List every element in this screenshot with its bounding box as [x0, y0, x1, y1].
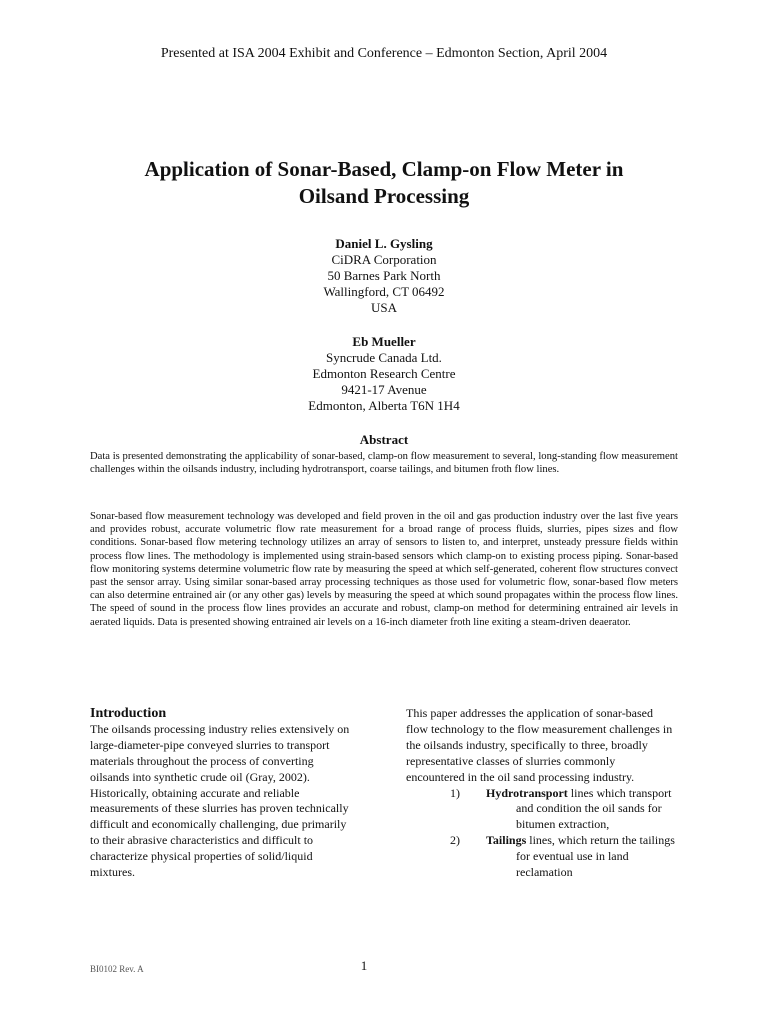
right-column [406, 706, 676, 881]
abstract-paragraph-2: Sonar-based flow measurement technology was developed and field proven in the oil and gas production industry over the last five years and provides robust, accurate volumetric flow rate measurement for a broad range of process fluids, slurries, pipes sizes and flow conditions. Sonar-based flow metering technology utilizes an array of sensors to listen to, and interpret, unsteady pressure fields within process flow lines. The methodology is implemented using strain-based sensors which clamp-on to existing process piping. Sonar-based flow monitoring systems determine volumetric flow rate by measuring the speed at which self-generated, coherent flow structures convect past the sensor array. Using similar sonar-based array processing techniques as those used for volumetric flow, sonar-based flow meters can also determine entrained air (or any other gas) levels by measuring the speed at which sound propagates within the process flow lines. The speed of sound in the process flow lines provides an accurate and robust, clamp-on method for determining entrained air levels in aerated liquids. Data is presented showing entrained air levels on a 16-inch diameter froth line exiting a steam-driven deaerator. [90, 511, 678, 628]
slurry-class-list [406, 786, 676, 881]
title-line-2: Oilsand Processing [298, 184, 470, 208]
page-number: 1 [360, 958, 368, 973]
author-affiliation-line: USA [370, 300, 397, 315]
author-affiliation-line: Wallingford, CT 06492 [323, 284, 445, 299]
list-item-number: 1) [450, 785, 460, 800]
list-item-text: lines, which return the tailings for eventual use in land reclamation [516, 833, 675, 880]
conference-header: Presented at ISA 2004 Exhibit and Conference – Edmonton Section, April 2004 [160, 46, 608, 61]
author-affiliation-line: Syncrude Canada Ltd. [326, 350, 442, 365]
list-item-term: Tailings [486, 833, 527, 848]
document-code: BI0102 Rev. A [90, 964, 144, 974]
right-column-intro: This paper addresses the application of sonar-based flow technology to the flow measurement challenges in the oilsands industry, specifically to three, broadly representative classes of slurries commonly encountered in the oil sand processing industry. [406, 706, 673, 784]
list-item [406, 786, 676, 834]
introduction-body: The oilsands processing industry relies extensively on large-diameter-pipe conveyed slurries to transport materials throughout the process of converting oilsands into synthetic crude oil (Gray, 2002). Historically, obtaining accurate and reliable measurements of these slurries has proven technically difficult and economically challenging, due primarily to their abrasive characteristics and difficult to characterize physical properties of solid/liquid mixtures. [90, 721, 350, 880]
author-affiliation-line: 9421-17 Avenue [341, 382, 427, 397]
list-item-text: lines which transport and condition the oil sands for bitumen extraction, [516, 785, 672, 832]
author-block-2 [0, 334, 768, 414]
list-item [406, 833, 676, 881]
introduction-heading: Introduction [90, 705, 167, 721]
list-item-number: 2) [450, 833, 460, 848]
author-name: Eb Mueller [352, 334, 416, 349]
author-name: Daniel L. Gysling [335, 236, 433, 251]
author-affiliation-line: Edmonton, Alberta T6N 1H4 [308, 398, 460, 413]
left-column [90, 706, 352, 881]
title-line-1: Application of Sonar-Based, Clamp-on Flow Meter in [144, 157, 624, 181]
paper-title [84, 156, 684, 210]
author-block-1 [0, 236, 768, 316]
author-affiliation-line: CiDRA Corporation [331, 252, 437, 267]
list-item-term: Hydrotransport [486, 785, 568, 800]
abstract-paragraph-1: Data is presented demonstrating the applicability of sonar-based, clamp-on flow measurement to several, long-standing flow measurement challenges within the oilsands industry, including hydrotransport, coarse tailings, and bitumen froth flow lines. [90, 451, 678, 476]
author-affiliation-line: Edmonton Research Centre [312, 366, 456, 381]
author-affiliation-line: 50 Barnes Park North [327, 268, 441, 283]
abstract-heading: Abstract [359, 432, 409, 447]
